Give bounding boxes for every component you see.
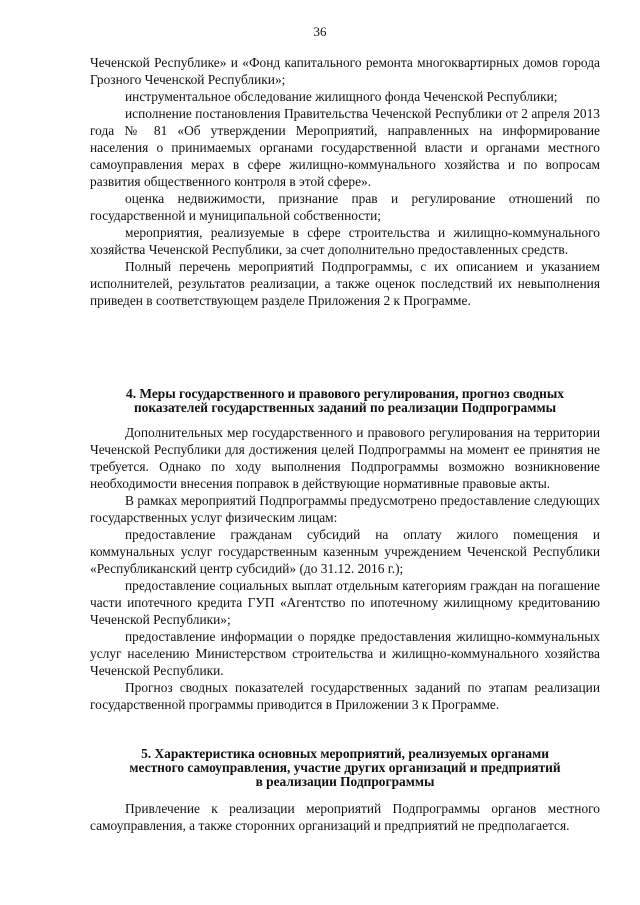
paragraph: Дополнительных мер государственного и правового регулирования на территории Чеченской Республики для достижения целей Подпрограммы на момент ее принятия не требуется. Однако по ходу выполнения Подпрограммы возможно возникновение необходимости внесения поправок в действующие нормативные правовые акты. [90,425,600,491]
page-number: 36 [313,24,327,39]
paragraph: В рамках мероприятий Подпрограммы предусмотрено предоставление следующих государственных услуг физическим лицам: [90,493,600,525]
paragraph: мероприятия, реализуемые в сфере строительства и жилищно-коммунального хозяйства Чеченской Республики, за счет дополнительно предоставленных средств. [90,225,600,257]
section-5-heading [90,747,600,789]
paragraph: Полный перечень мероприятий Подпрограммы, с их описанием и указанием исполнителей, результатов реализации, а также оценок последствий их невыполнения приведен в соответствующем разделе Приложения 2 к Программе. [90,259,600,308]
paragraph: предоставление социальных выплат отдельным категориям граждан на погашение части ипотечного кредита ГУП «Агентство по ипотечному жилищному кредитованию Чеченской Республики»; [90,578,600,627]
paragraph: оценка недвижимости, признание прав и регулирование отношений по государственной и муниципальной собственности; [90,191,600,223]
section-heading-line: местного самоуправления, участие других организаций и предприятий [129,760,561,775]
section-4-heading [90,387,600,415]
paragraph: Привлечение к реализации мероприятий Подпрограммы органов местного самоуправления, а также сторонних организаций и предприятий не предполагается. [90,801,600,833]
paragraph: Прогноз сводных показателей государственных заданий по этапам реализации государственной программы приводится в Приложении 3 к Программе. [90,680,600,712]
section-heading-line: 4. Меры государственного и правового регулирования, прогноз сводных [126,386,564,401]
section-4-body [90,424,600,713]
text-block-intro [90,54,600,309]
paragraph: Чеченской Республике» и «Фонд капитального ремонта многоквартирных домов города Грозного Чеченской Республики»; [90,55,600,87]
section-heading-line: показателей государственных заданий по реализации Подпрограммы [133,400,557,415]
paragraph: предоставление информации о порядке предоставления жилищно-коммунальных услуг населению Министерством строительства и жилищно-коммунального хозяйства Чеченской Республики. [90,629,600,678]
section-heading-line: 5. Характеристика основных мероприятий, реализуемых органами [141,746,549,761]
paragraph: инструментальное обследование жилищного фонда Чеченской Республики; [125,89,558,104]
section-heading-line: в реализации Подпрограммы [255,774,435,789]
paragraph: исполнение постановления Правительства Чеченской Республики от 2 апреля 2013 года № 81 «Об утверждении Мероприятий, направленных на информирование населения о принимаемых органами государственной власти и органами местного самоуправления мерах в сфере жилищно-коммунального хозяйства и по вопросам развития общественного контроля в этой сфере». [90,106,600,189]
section-5-body [90,800,600,834]
paragraph: предоставление гражданам субсидий на оплату жилого помещения и коммунальных услуг государственным казенным учреждением Чеченской Республики «Республиканский центр субсидий» (до 31.12. 2016 г.); [90,527,600,576]
